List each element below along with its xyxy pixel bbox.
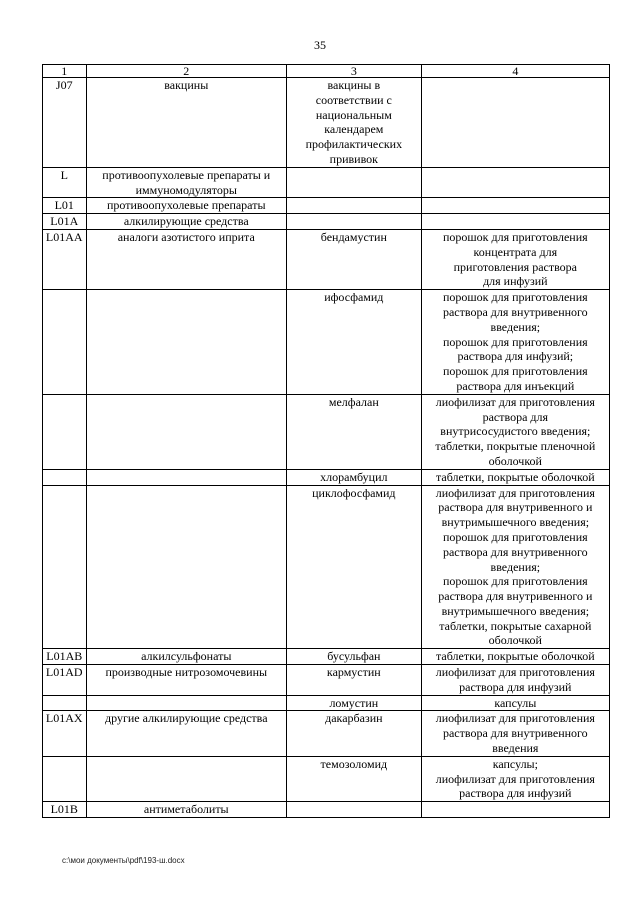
drug-list-table: [42, 64, 610, 818]
cell-text-line: антиметаболиты: [143, 802, 229, 817]
cell-text-line: национальным: [315, 107, 392, 122]
atc-code-cell: [43, 214, 87, 230]
cell-text-line: таблетки, покрытые оболочкой: [436, 469, 595, 484]
group-name-cell: [86, 469, 286, 485]
atc-code-cell: [43, 485, 87, 649]
cell-text-line: L01AD: [45, 665, 83, 680]
cell-text-line: L01AX: [45, 711, 83, 726]
table-row: [43, 695, 610, 711]
cell-text-line: порошок для приготовления: [442, 334, 588, 349]
drug-name-cell: [287, 229, 422, 289]
cell-text-line: лиофилизат для приготовления: [435, 665, 595, 680]
cell-text-line: введения;: [490, 319, 541, 334]
table-header-row: [43, 65, 610, 78]
cell-text-line: раствора для внутривенного и: [438, 589, 593, 604]
group-name-cell: [86, 649, 286, 665]
dosage-form-cell: [421, 394, 609, 469]
cell-text-line: концентрата для: [473, 244, 558, 259]
cell-text-line: ифосфамид: [324, 290, 384, 305]
cell-text-line: раствора для внутривенного: [442, 304, 588, 319]
dosage-form-cell: [421, 695, 609, 711]
header-col-4: 4: [421, 65, 609, 78]
drug-name-cell: [287, 290, 422, 395]
group-name-cell: [86, 78, 286, 168]
dosage-form-cell: [421, 167, 609, 198]
cell-text-line: противоопухолевые препараты: [107, 198, 266, 213]
cell-text-line: порошок для приготовления: [442, 290, 588, 305]
drug-name-cell: [287, 214, 422, 230]
dosage-form-cell: [421, 78, 609, 168]
drug-name-cell: [287, 78, 422, 168]
cell-text-line: лиофилизат для приготовления: [435, 711, 595, 726]
cell-text-line: внутримышечного введения;: [441, 603, 590, 618]
atc-code-cell: [43, 695, 87, 711]
atc-code-cell: [43, 394, 87, 469]
cell-text-line: противоопухолевые препараты и: [102, 167, 271, 182]
atc-code-cell: [43, 665, 87, 696]
group-name-cell: [86, 167, 286, 198]
atc-code-cell: [43, 167, 87, 198]
dosage-form-cell: [421, 711, 609, 756]
cell-text-line: дакарбазин: [325, 711, 383, 726]
cell-text-line: приготовления раствора: [453, 259, 578, 274]
drug-name-cell: [287, 802, 422, 818]
cell-text-line: хлорамбуцил: [320, 469, 388, 484]
table-row: [43, 485, 610, 649]
group-name-cell: [86, 229, 286, 289]
cell-text-line: бендамустин: [320, 229, 387, 244]
atc-code-cell: [43, 649, 87, 665]
group-name-cell: [86, 485, 286, 649]
cell-text-line: внутримышечного введения;: [441, 515, 590, 530]
dosage-form-cell: [421, 485, 609, 649]
cell-text-line: производные нитрозомочевины: [105, 665, 268, 680]
table-row: [43, 167, 610, 198]
dosage-form-cell: [421, 229, 609, 289]
cell-text-line: J07: [55, 78, 73, 92]
cell-text-line: порошок для приготовления: [442, 529, 588, 544]
cell-text-line: вакцины: [164, 78, 209, 92]
cell-text-line: лиофилизат для приготовления: [435, 771, 595, 786]
dosage-form-cell: [421, 665, 609, 696]
cell-text-line: раствора для инфузий;: [457, 349, 574, 364]
table-row: [43, 394, 610, 469]
cell-text-line: L01AB: [46, 649, 83, 664]
cell-text-line: капсулы: [494, 695, 537, 710]
cell-text-line: иммуномодуляторы: [135, 182, 237, 197]
cell-text-line: введения;: [490, 559, 541, 574]
cell-text-line: капсулы;: [492, 756, 538, 771]
cell-text-line: ломустин: [329, 695, 379, 710]
table-row: [43, 649, 610, 665]
drug-name-cell: [287, 469, 422, 485]
table-row: [43, 802, 610, 818]
cell-text-line: алкилирующие средства: [123, 214, 249, 229]
cell-text-line: вакцины в: [327, 78, 381, 92]
drug-name-cell: [287, 756, 422, 801]
page-number: 35: [314, 38, 326, 52]
cell-text-line: раствора для: [482, 409, 549, 424]
cell-text-line: раствора для внутривенного: [442, 544, 588, 559]
group-name-cell: [86, 290, 286, 395]
footer-file-path: c:\мои документы\pdf\193-ш.docx: [62, 856, 185, 865]
cell-text-line: для инфузий: [483, 274, 548, 289]
cell-text-line: другие алкилирующие средства: [105, 711, 268, 726]
group-name-cell: [86, 198, 286, 214]
cell-text-line: кармустин: [326, 665, 381, 680]
cell-text-line: раствора для инфузий: [459, 679, 572, 694]
cell-text-line: циклофосфамид: [312, 485, 396, 500]
cell-text-line: введения: [492, 741, 539, 756]
cell-text-line: таблетки, покрытые оболочкой: [436, 649, 595, 664]
drug-name-cell: [287, 485, 422, 649]
table-row: [43, 229, 610, 289]
atc-code-cell: [43, 469, 87, 485]
table-row: [43, 214, 610, 230]
cell-text-line: L01A: [50, 214, 79, 229]
group-name-cell: [86, 802, 286, 818]
header-col-2: 2: [86, 65, 286, 78]
cell-text-line: мелфалан: [328, 394, 379, 409]
atc-code-cell: [43, 711, 87, 756]
cell-text-line: соответствии с: [315, 92, 392, 107]
table-row: [43, 665, 610, 696]
cell-text-line: порошок для приготовления: [442, 364, 588, 379]
cell-text-line: календарем: [324, 122, 384, 137]
drug-name-cell: [287, 394, 422, 469]
table-row: [43, 78, 610, 168]
atc-code-cell: [43, 802, 87, 818]
table-row: [43, 290, 610, 395]
cell-text-line: раствора для инфузий: [459, 786, 572, 801]
atc-code-cell: [43, 78, 87, 168]
cell-text-line: раствора для внутривенного: [442, 726, 588, 741]
cell-text-line: внутрисосудистого введения;: [440, 424, 591, 439]
cell-text-line: темозоломид: [320, 756, 388, 771]
cell-text-line: лиофилизат для приготовления: [435, 485, 595, 500]
cell-text-line: оболочкой: [488, 633, 542, 648]
group-name-cell: [86, 214, 286, 230]
dosage-form-cell: [421, 802, 609, 818]
cell-text-line: оболочкой: [488, 453, 542, 468]
cell-text-line: L: [60, 167, 68, 182]
dosage-form-cell: [421, 290, 609, 395]
atc-code-cell: [43, 756, 87, 801]
table-row: [43, 756, 610, 801]
table-row: [43, 469, 610, 485]
cell-text-line: раствора для инъекций: [456, 378, 575, 393]
dosage-form-cell: [421, 649, 609, 665]
header-col-3: 3: [287, 65, 422, 78]
group-name-cell: [86, 695, 286, 711]
dosage-form-cell: [421, 469, 609, 485]
drug-name-cell: [287, 711, 422, 756]
cell-text-line: L01AA: [45, 229, 83, 244]
cell-text-line: бусульфан: [327, 649, 381, 664]
dosage-form-cell: [421, 198, 609, 214]
cell-text-line: порошок для приготовления: [442, 229, 588, 244]
group-name-cell: [86, 665, 286, 696]
group-name-cell: [86, 756, 286, 801]
group-name-cell: [86, 394, 286, 469]
cell-text-line: алкилсульфонаты: [141, 649, 232, 664]
cell-text-line: порошок для приготовления: [442, 574, 588, 589]
dosage-form-cell: [421, 214, 609, 230]
header-col-1: 1: [43, 65, 87, 78]
atc-code-cell: [43, 290, 87, 395]
cell-text-line: L01B: [50, 802, 78, 817]
cell-text-line: прививок: [329, 151, 378, 166]
table-row: [43, 198, 610, 214]
atc-code-cell: [43, 229, 87, 289]
group-name-cell: [86, 711, 286, 756]
cell-text-line: профилактических: [305, 137, 403, 152]
drug-name-cell: [287, 649, 422, 665]
drug-name-cell: [287, 198, 422, 214]
drug-name-cell: [287, 665, 422, 696]
table-row: [43, 711, 610, 756]
cell-text-line: лиофилизат для приготовления: [435, 394, 595, 409]
atc-code-cell: [43, 198, 87, 214]
cell-text-line: L01: [54, 198, 74, 213]
cell-text-line: раствора для внутривенного и: [438, 500, 593, 515]
drug-name-cell: [287, 167, 422, 198]
cell-text-line: таблетки, покрытые пленочной: [435, 439, 596, 454]
dosage-form-cell: [421, 756, 609, 801]
cell-text-line: аналоги азотистого иприта: [117, 229, 255, 244]
drug-name-cell: [287, 695, 422, 711]
cell-text-line: таблетки, покрытые сахарной: [439, 618, 592, 633]
